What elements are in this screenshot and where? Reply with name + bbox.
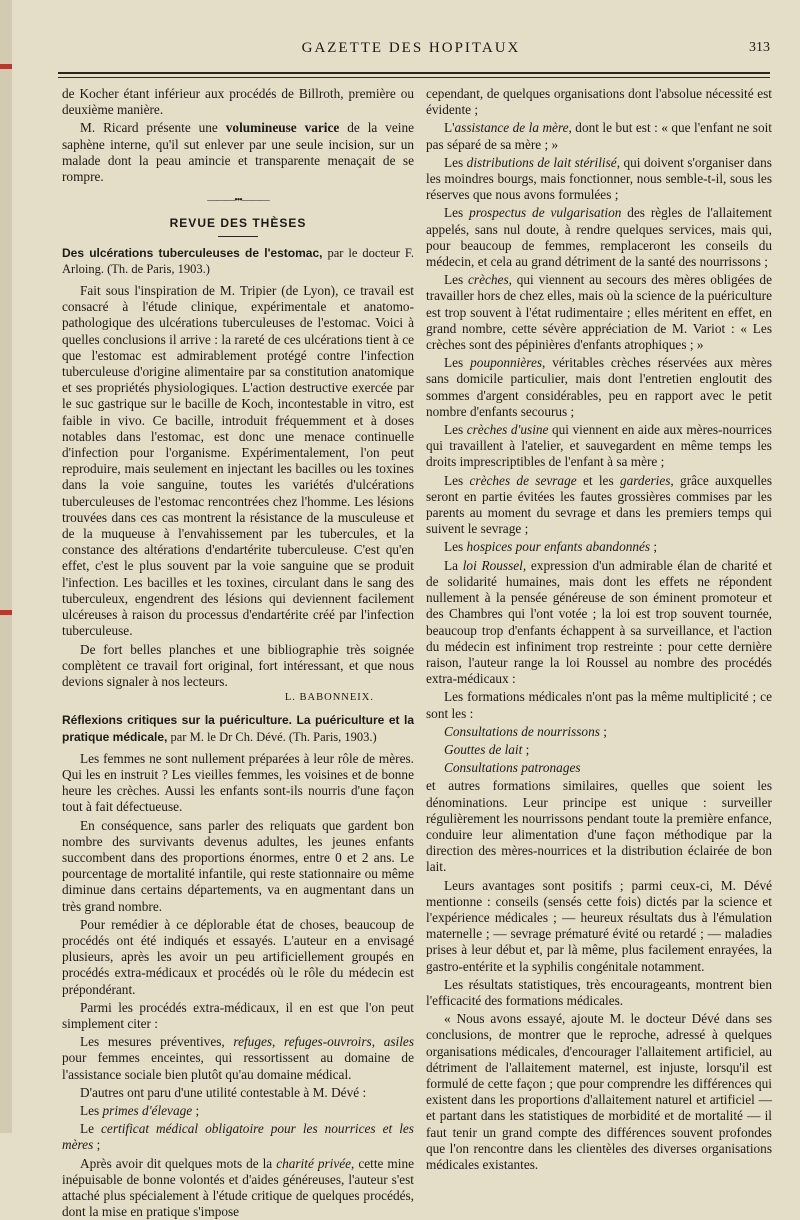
section-title: REVUE DES THÈSES <box>169 216 307 231</box>
section-ornament: ———•••——— <box>207 195 269 207</box>
paragraph: Les formations médicales n'ont pas la même multiplicité ; ce sont les : <box>426 689 772 721</box>
paragraph: Les prospectus de vulgarisation des règles de l'allaitement appelés, sans nul doute, à rendre quelques services, mais qui, pour beaucoup de femmes, remplaceront les conseils du médecin, et cela au grand détriment de la santé des nourrissons ; <box>426 205 772 270</box>
paragraph: D'autres ont paru d'une utilité contestable à M. Dévé : <box>80 1084 367 1100</box>
page-binding-edge <box>0 0 12 1133</box>
review-signature: L. BABONNEIX. <box>284 692 374 704</box>
paragraph: Les distributions de lait stérilisé, qui doivent s'organiser dans les moindres bourgs, mais fonctionner, nous semble-t-il, sous les réserves que nous avons formulées ; <box>426 154 772 203</box>
paragraph: Après avoir dit quelques mots de la charité privée, cette mine inépuisable de bonne volontés et d'aides généreuses, l'auteur s'est attaché plus spécialement à l'étude critique de quelques procédés, dont la mise en pratique s'impose <box>62 1155 414 1220</box>
left-column <box>62 86 414 1220</box>
paragraph: Les primes d'élevage ; <box>80 1102 200 1118</box>
binding-marker <box>0 64 12 69</box>
paragraph: « Nous avons essayé, ajoute M. le docteur Dévé dans ses conclusions, de montrer que le reproche, adressé à quelques organisations médicales, d'encourager l'allaitement artificiel, au détriment de l'allaitement maternel, est injuste, lorsqu'il est formulé de cette façon ; que pour comprendre les différences qui existent dans les proportions d'allaitement naturel et artificiel — et partant dans les statistiques de morbidité et de mortalité — il faut tenir un grand compte des différences souvent profondes que l'on rencontre dans les clientèles des diverses organisations médicales existantes. <box>426 1011 772 1172</box>
paragraph: et autres formations similaires, quelles que soient les dénominations. Leur principe est unique : surveiller régulièrement les nourrissons pendant toute la première enfance, conduire leur alimentation d'une façon méthodique par la direction des mères-nourrices et la distribution éclairée de bon lait. <box>426 778 772 875</box>
paragraph: Leurs avantages sont positifs ; parmi ceux-ci, M. Dévé mentionne : conseils (sensés cette fois) dictés par la science et l'expérience médicales ; — heureux résultats dus à l'émulation maternelle ; — sevrage prématuré évité ou retardé ; — maladies prises à leur début et, par là même, plus facilement enrayées, la gastro-entérite et la syphilis congénitale notamment. <box>426 877 772 974</box>
header-rule-thin <box>58 77 770 78</box>
paragraph: Parmi les procédés extra-médicaux, il en est que l'on peut simplement citer : <box>62 999 414 1031</box>
paragraph: Les pouponnières, véritables crèches réservées aux mères sans domicile particulier, mais dont l'entretien engloutit des sommes d'argent considérables, peu en rapport avec le petit nombre d'enfants secourus ; <box>426 355 772 419</box>
paragraph: Fait sous l'inspiration de M. Tripier (de Lyon), ce travail est consacré à l'étude clinique, expérimentale et anatomo-pathologique des ulcérations tuberculeuses de l'estomac. Voici à quelles conclusions il arrive : la rareté de ces ulcérations tient à ce que l'estomac est admirablement protégé contre l'infection tuberculeuse d'origine alimentaire par sa constitution anatomique et ses propriétés physiologiques. L'action destructive exercée par le suc gastrique sur le bacille de Koch, incontestable in vitro, est faible in vivo. Ce bacille, introduit fréquemment et à doses notables dans l'estomac, est donc une menace continuelle d'infection pour l'organisme. Expérimentalement, l'on peut reproduire, mais seulement en injectant les bacilles ou les toxines dans la voie sanguine, toutes les variétés d'ulcérations tuberculeuses de l'estomac rencontrées chez l'homme. Les lésions trouvées dans ces cas montrent la résistance de la musculeuse et de la muqueuse à l'envahissement par les tubercules, et la constance des altérations d'endartérite tuberculeuse. C'est qu'en effet, c'est le plus souvent par la voie sanguine que se produit l'infection. Les bacilles et les toxines, circulant dans le sang des tuberculeux, engendrent des lésions qui deviennent facilement ulcéreuses à raison du processus d'endartérite créé par l'infection tuberculeuse. <box>62 283 414 639</box>
list-item: Consultations de nourrissons ; <box>444 723 607 739</box>
binding-marker <box>0 610 12 615</box>
paragraph: L'assistance de la mère, dont le but est : « que l'enfant ne soit pas séparé de sa mère ; » <box>426 120 772 152</box>
thesis-title: Des ulcérations tuberculeuses de l'estomac, <box>62 245 323 260</box>
right-column <box>426 86 772 1173</box>
paragraph: Les résultats statistiques, très encourageants, montrent bien l'efficacité des formations médicales. <box>426 976 772 1008</box>
list-item: Gouttes de lait ; <box>444 741 530 757</box>
paragraph: La loi Roussel, expression d'un admirable élan de charité et de solidarité humaines, mais dont les effets ne répondent nullement à la pensée généreuse de son éminent promoteur et des Chambres qui l'ont votée ; la loi est trop souvent tournée, beaucoup trop d'enfants échappent à sa surveillance, et l'action du médecin est infiniment trop restreinte : pour cette dernière raison, l'auteur range la loi Roussel au nombre des procédés extra-médicaux : <box>426 557 772 687</box>
paragraph: Les crèches, qui viennent au secours des mères obligées de travailler hors de chez elles, mais où la science de la puériculture est trop souvent à l'état rudimentaire ; elles méritent en effet, en grand nombre, cette sévère appréciation de M. Variot : « Les crèches sont des pépinières d'enfants atrophiques ; » <box>426 272 772 353</box>
paragraph: Le certificat médical obligatoire pour les nourrices et les mères ; <box>62 1121 414 1153</box>
paragraph: cependant, de quelques organisations dont l'absolue nécessité est évidente ; <box>426 86 772 118</box>
thesis-meta: par le docteur F. Arloing. (Th. de Paris, 1903.) <box>62 245 414 276</box>
paragraph: De fort belles planches et une bibliographie très soignée complètent ce travail fort original, fort intéressant, et que nous devions signaler à nos lecteurs. <box>62 641 414 689</box>
paragraph: M. Ricard présente une volumineuse varice de la veine saphène interne, qu'il sut enlever par une seule incision, sur un malade dont la peau amincie et transparente menaçait de se rompre. <box>62 120 415 185</box>
paragraph: Les femmes ne sont nullement préparées à leur rôle de mères. Qui les en instruit ? Les vieilles femmes, les voisines et de bonne heure les crèches. Aussi les enfants sont-ils nourris d'une façon tout à fait défectueuse. <box>62 750 414 815</box>
paragraph: En conséquence, sans parler des reliquats que gardent bon nombre des survivants devenus adultes, les jeunes enfants succombent dans des proportions énormes, entre 0 et 2 ans. Le pourcentage de mortalité infantile, qui reste stationnaire ou même diminue dans certains départements, va en augmentant dans un très grand nombre. <box>62 817 414 914</box>
page-number: 313 <box>749 40 770 55</box>
paragraph: de Kocher étant inférieur aux procédés de Billroth, première ou deuxième manière. <box>62 86 414 118</box>
list-item: Consultations patronages <box>444 760 581 776</box>
thesis-meta: par M. le Dr Ch. Dévé. (Th. Paris, 1903.) <box>170 729 377 744</box>
bold-term: volumineuse varice <box>225 120 340 136</box>
paragraph: Les crèches d'usine qui viennent en aide aux mères-nourrices qui travaillent à l'atelier, et sauvegardent en même temps les droits imprescriptibles de l'enfant à sa mère ; <box>426 422 772 470</box>
paragraph: Les mesures préventives, refuges, refuges-ouvroirs, asiles pour femmes enceintes, qui ressortissent au domaine de l'assistance sociale bien plutôt qu'au domaine médical. <box>62 1034 414 1082</box>
paragraph: Les hospices pour enfants abandonnés ; <box>444 539 658 555</box>
short-rule <box>218 236 258 237</box>
header-rule <box>58 72 770 74</box>
paragraph: Les crèches de sevrage et les garderies, grâce auxquelles seront en partie évitées les fautes grossières commises par les parents au moment du sevrage et dans les premiers temps qui suivent le sevrage ; <box>426 472 773 537</box>
running-title: GAZETTE DES HOPITAUX <box>301 40 521 56</box>
thesis-entry-heading <box>62 245 414 277</box>
thesis-title: Réflexions critiques sur la puériculture. La puériculture et la pratique médicale, <box>62 713 414 744</box>
paragraph: Pour remédier à ce déplorable état de choses, beaucoup de procédés ont été indiqués et essayés. L'auteur en a envisagé plusieurs, après les avoir un peu artificiellement groupés en procédés extra-médicaux et procédés où le rôle du médecin est prépondérant. <box>62 916 414 997</box>
thesis-entry-heading <box>62 712 414 744</box>
page-header <box>52 40 770 62</box>
